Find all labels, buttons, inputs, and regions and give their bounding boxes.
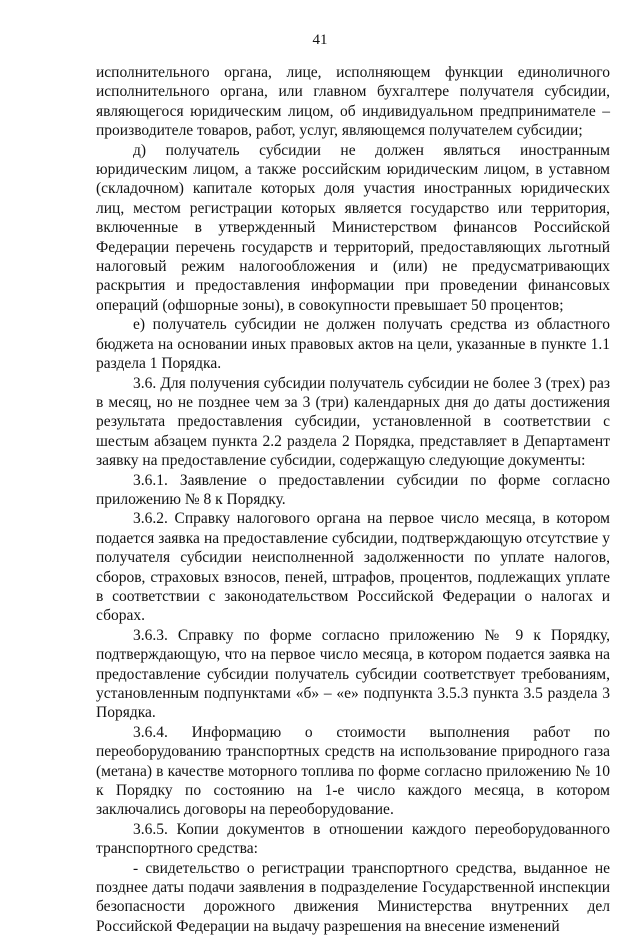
paragraph-1: исполнительного органа, лице, исполняющем функции единоличного исполнительного органа, или главном бухгалтере получателя субсидии, являющегося юридическим лицом, об индивидуальном предпринимателе – производителе товаров, работ, услуг, являющемся получателем субсидии; (96, 64, 610, 140)
paragraph-6: 3.6.2. Справку налогового органа на первое число месяца, в котором подается заявка на предоставление субсидии, подтверждающую отсутствие у получателя субсидии неисполненной задолженности по уплате налогов, сборов, страховых взносов, пеней, штрафов, процентов, подлежащих уплате в соответствии с законодательством Российской Федерации о налогах и сборах. (96, 510, 610, 625)
paragraph-7: 3.6.3. Справку по форме согласно приложению № 9 к Порядку, подтверждающую, что на первое число месяца, в котором подается заявка на предоставление субсидии получатель субсидии соответствует требованиям, установленным подпунктами «б» – «е» подпункта 3.5.3 пункта 3.5 раздела 3 Порядка. (96, 626, 610, 722)
paragraph-4: 3.6. Для получения субсидии получатель субсидии не более 3 (трех) раз в месяц, но не позднее чем за 3 (три) календарных дня до даты достижения результата предоставления субсидии, установленной в соответствии с шестым абзацем пункта 2.2 раздела 2 Порядка, представляет в Департамент заявку на предоставление субсидии, содержащую следующие документы: (96, 374, 610, 470)
paragraph-9: 3.6.5. Копии документов в отношении каждого переоборудованного транспортного средства: (96, 820, 610, 858)
paragraph-5: 3.6.1. Заявление о предоставлении субсидии по форме согласно приложению № 8 к Порядку. (96, 471, 610, 508)
paragraph-2: д) получатель субсидии не должен являться иностранным юридическим лицом, а также российским юридическим лицом, в уставном (складочном) капитале которых доля участия иностранных юридических лиц, местом регистрации которых является государство или территория, включенные в утвержденный Министерством финансов Российской Федерации перечень государств и территорий, предоставляющих льготный налоговый режим налогообложения и (или) не предусматривающих раскрытия и предоставления информации при проведении финансовых операций (офшорные зоны), в совокупности превышает 50 процентов; (96, 141, 610, 314)
paragraph-8: 3.6.4. Информацию о стоимости выполнения работ по переоборудованию транспортных средств на использование природного газа (метана) в качестве моторного топлива по форме согласно приложению № 10 к Порядку по состоянию на 1-е число каждого месяца, в котором заключались договоры на переоборудование. (96, 723, 610, 819)
paragraph-10: - свидетельство о регистрации транспортного средства, выданное не позднее даты подачи заявления в подразделение Государственной инспекции безопасности дорожного движения Министерства внутренних дел Российской Федерации на выдачу разрешения на внесение изменений (96, 859, 610, 935)
paragraph-3: е) получатель субсидии не должен получать средства из областного бюджета на основании иных правовых актов на цели, указанные в пункте 1.1 раздела 1 Порядка. (96, 316, 610, 373)
page-number: 41 (312, 32, 328, 48)
document-body (96, 63, 610, 936)
